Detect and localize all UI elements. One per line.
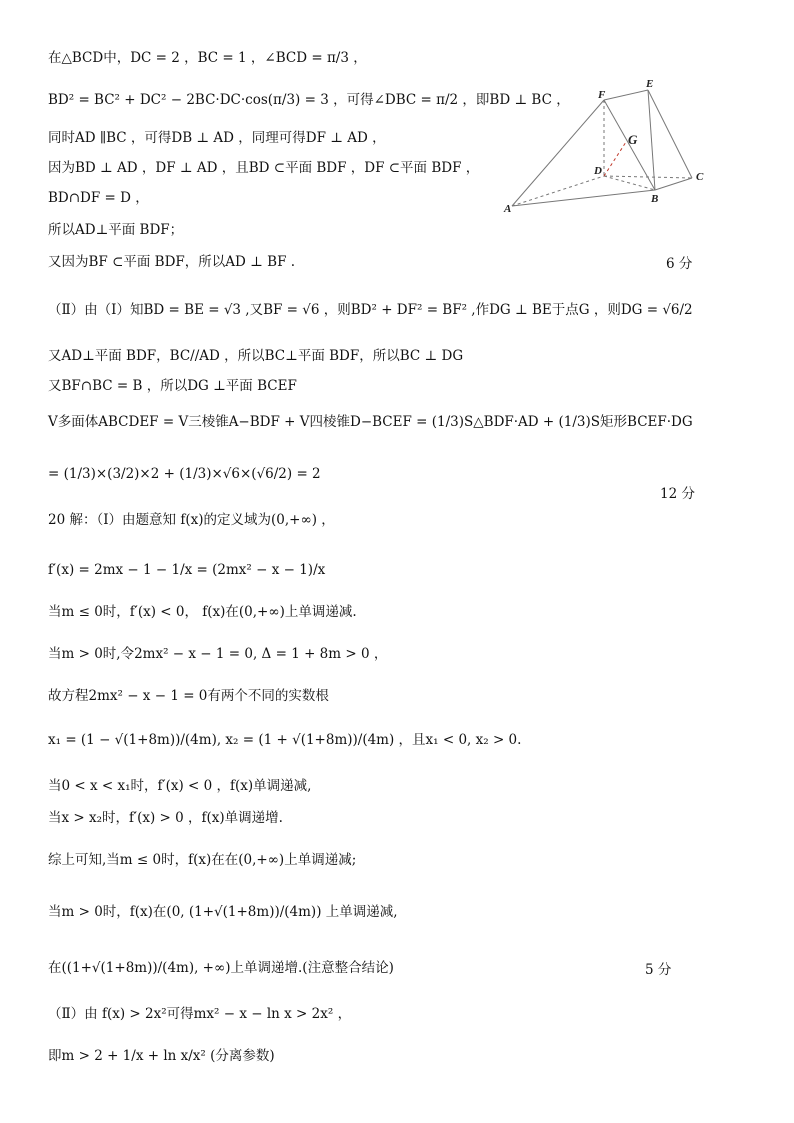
label-F: F bbox=[598, 89, 606, 101]
score-label: 6 分 bbox=[666, 256, 693, 272]
edge-AD bbox=[512, 176, 604, 206]
text-line-10: 又BF∩BC = B ，所以DG ⊥平面 BCEF bbox=[48, 378, 297, 394]
edge-AB bbox=[512, 190, 655, 206]
text-line-6: 所以AD⊥平面 BDF； bbox=[48, 222, 184, 238]
text-line-2: BD² = BC² + DC² − 2BC·DC·cos(π/3) = 3 ，可得∠DBC = π/2 ，即BD ⊥ BC ， bbox=[48, 92, 570, 108]
edge-DG bbox=[604, 142, 626, 176]
edge-FE bbox=[604, 90, 648, 100]
text-line-5: BD∩DF = D ， bbox=[48, 190, 149, 206]
score-label: 5 分 bbox=[645, 962, 672, 978]
label-B: B bbox=[651, 193, 659, 205]
geometry-figure bbox=[500, 78, 720, 218]
text-line-3: 同时AD ∥BC ，可得DB ⊥ AD ，同理可得DF ⊥ AD ， bbox=[48, 130, 386, 146]
text-line-20: 当x > x₂时，f′(x) > 0 ，f(x)单调递增. bbox=[48, 810, 283, 826]
edge-AF bbox=[512, 100, 604, 206]
text-line-14: f′(x) = 2mx − 1 − 1/x = (2mx² − x − 1)/x bbox=[48, 562, 326, 578]
text-line-16: 当m > 0时,令2mx² − x − 1 = 0, Δ = 1 + 8m > 0 ， bbox=[48, 646, 388, 662]
text-line-11: V多面体ABCDEF = V三棱锥A−BDF + V四棱锥D−BCEF = (1/3)S△BDF·AD + (1/3)S矩形BCEF·DG bbox=[48, 414, 693, 430]
text-line-17: 故方程2mx² − x − 1 = 0有两个不同的实数根 bbox=[48, 688, 329, 704]
text-line-19: 当0 < x < x₁时，f′(x) < 0 ，f(x)单调递减, bbox=[48, 778, 312, 794]
text-line-23: 在((1+√(1+8m))/(4m), +∞)上单调递增.(注意整合结论) bbox=[48, 960, 394, 976]
edge-BC bbox=[655, 178, 692, 190]
edge-EB bbox=[648, 90, 655, 190]
label-C: C bbox=[696, 171, 704, 183]
label-A: A bbox=[504, 203, 512, 215]
edge-EC bbox=[648, 90, 692, 178]
text-line-15: 当m ≤ 0时，f′(x) < 0， f(x)在(0,+∞)上单调递减. bbox=[48, 604, 357, 620]
edge-DB bbox=[604, 176, 655, 190]
text-line-25: 即m > 2 + 1/x + ln x/x² (分离参数) bbox=[48, 1048, 275, 1064]
text-line-22: 当m > 0时，f(x)在(0, (1+√(1+8m))/(4m)) 上单调递减, bbox=[48, 904, 398, 920]
text-line-1: 在△BCD中，DC = 2 ，BC = 1 ，∠BCD = π/3 ， bbox=[48, 50, 367, 66]
text-line-21: 综上可知,当m ≤ 0时，f(x)在在(0,+∞)上单调递减; bbox=[48, 852, 357, 868]
text-line-4: 因为BD ⊥ AD ，DF ⊥ AD ，且BD ⊂平面 BDF ，DF ⊂平面 BDF ， bbox=[48, 160, 480, 176]
text-line-7: 又因为BF ⊂平面 BDF，所以AD ⊥ BF . bbox=[48, 254, 296, 270]
text-line-18: x₁ = (1 − √(1+8m))/(4m), x₂ = (1 + √(1+8m))/(4m) ，且x₁ < 0, x₂ > 0. bbox=[48, 732, 522, 748]
text-line-8: （Ⅱ）由（Ⅰ）知BD = BE = √3 ,又BF = √6 ，则BD² + DF² = BF² ,作DG ⊥ BE于点G ，则DG = √6/2 bbox=[48, 302, 693, 318]
label-E: E bbox=[646, 78, 654, 90]
text-line-9: 又AD⊥平面 BDF，BC//AD ，所以BC⊥平面 BDF，所以BC ⊥ DG bbox=[48, 348, 464, 364]
text-line-13: 20 解：（Ⅰ）由题意知 f(x)的定义域为(0,+∞) ， bbox=[48, 512, 335, 528]
text-line-12: = (1/3)×(3/2)×2 + (1/3)×√6×(√6/2) = 2 bbox=[48, 466, 321, 482]
label-D: D bbox=[594, 165, 602, 177]
label-G: G bbox=[628, 132, 638, 147]
score-label: 12 分 bbox=[660, 486, 695, 502]
text-line-24: （Ⅱ）由 f(x) > 2x²可得mx² − x − ln x > 2x² ， bbox=[48, 1006, 352, 1022]
